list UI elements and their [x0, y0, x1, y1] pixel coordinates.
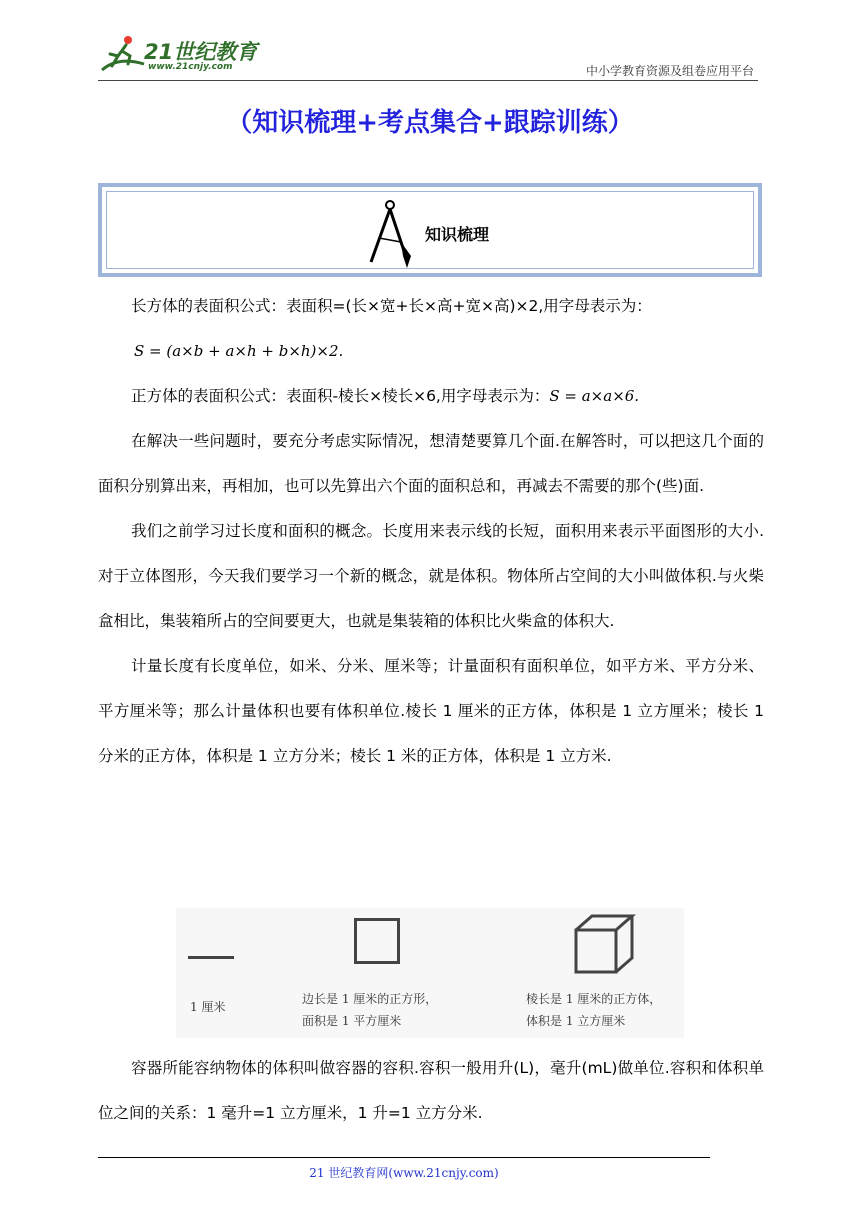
caption-area [302, 988, 437, 1032]
paragraph-volume-units: 计量长度有长度单位，如米、分米、厘米等；计量面积有面积单位，如平方米、平方分米、平方厘米等；那么计量体积也要有体积单位.棱长 1 厘米的正方体，体积是 1 立方厘米；棱长 1 分米的正方体，体积是 1 立方分米；棱长 1 米的正方体，体积是 1 立方米. [98, 657, 764, 765]
paragraph-problem-solving: 在解决一些问题时，要充分考虑实际情况，想清楚要算几个面.在解答时，可以把这几个面的面积分别算出来，再相加，也可以先算出六个面的面积总和，再减去不需要的那个(些)面. [98, 432, 764, 495]
volume-unit-cube [572, 912, 636, 978]
header-divider [98, 80, 758, 81]
page-title: （知识梳理+考点集合+跟踪训练） [226, 108, 634, 138]
page-header [98, 28, 758, 78]
caption-volume-line1: 棱长是 1 厘米的正方体， [526, 992, 662, 1006]
footer-divider [98, 1157, 710, 1158]
main-content [98, 284, 764, 779]
main-content-continued [98, 1046, 764, 1136]
formula-cuboid-area: S = (a×b + a×h + b×h)×2. [134, 342, 344, 360]
compass-icon [365, 198, 415, 270]
caption-volume [526, 988, 661, 1032]
logo-text: 21世纪教育 [144, 40, 258, 64]
paragraph-cube-area [98, 374, 764, 419]
formula-cube-area: S = a×a×6. [549, 387, 640, 405]
site-logo[interactable] [98, 34, 258, 76]
cube-area-text: 正方体的表面积公式：表面积-棱长×棱长×6,用字母表示为： [131, 387, 550, 405]
runner-icon [98, 34, 148, 76]
paragraph-volume-concept: 我们之前学习过长度和面积的概念。长度用来表示线的长短，面积用来表示平面图形的大小.对于立体图形，今天我们要学习一个新的概念，就是体积。物体所占空间的大小叫做体积.与火柴盒相比，集装箱所占的空间要更大，也就是集装箱的体积比火柴盒的体积大. [98, 522, 764, 630]
caption-area-line1: 边长是 1 厘米的正方形， [302, 992, 438, 1006]
unit-figures [176, 908, 684, 1038]
section-label: 知识梳理 [425, 225, 490, 244]
section-header-box [98, 183, 762, 277]
caption-volume-line2: 体积是 1 立方厘米 [526, 1014, 626, 1028]
logo-url: www.21cnjy.com [148, 62, 233, 72]
site-tagline: 中小学教育资源及组卷应用平台 [585, 64, 754, 78]
section-header-inner [106, 191, 754, 269]
paragraph-capacity: 容器所能容纳物体的体积叫做容器的容积.容积一般用升(L)，毫升(mL)做单位.容积和体积单位之间的关系：1 毫升=1 立方厘米，1 升=1 立方分米. [98, 1059, 764, 1122]
caption-length: 1 厘米 [190, 1000, 226, 1014]
paragraph-cuboid-area: 长方体的表面积公式：表面积=(长×宽+长×高+宽×高)×2,用字母表示为： [131, 297, 652, 315]
footer-text[interactable]: 21 世纪教育网(www.21cnjy.com) [309, 1166, 499, 1180]
length-unit-line [188, 956, 234, 959]
caption-area-line2: 面积是 1 平方厘米 [302, 1014, 402, 1028]
area-unit-square [354, 918, 400, 964]
